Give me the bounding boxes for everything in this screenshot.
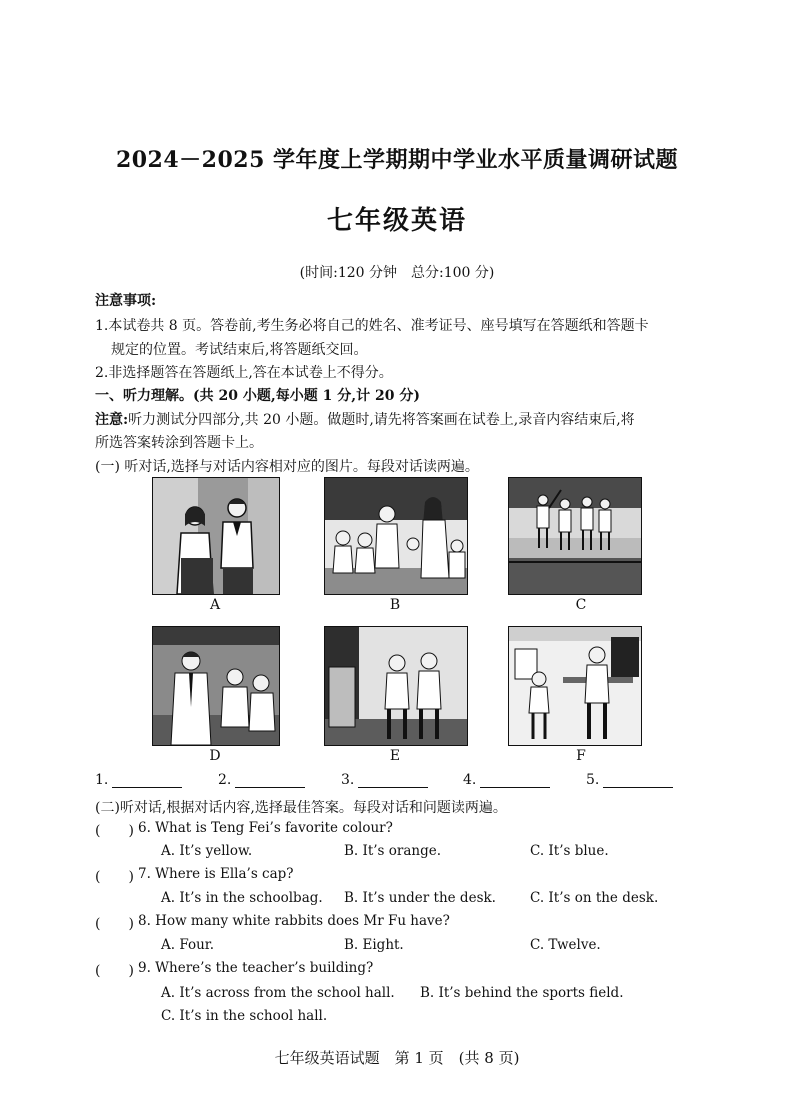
blank-line (112, 773, 182, 788)
q6-option-a: A. It’s yellow. (161, 843, 253, 859)
section-1-note-line-1 (95, 409, 635, 429)
blank-number: 1. (95, 772, 109, 788)
q8-option-a: A. Four. (161, 937, 215, 953)
picture-c (508, 477, 642, 595)
picture-c-label: C (575, 597, 587, 613)
answer-paren-8[interactable]: ( ) (95, 916, 134, 932)
part-2-heading: (二)听对话,根据对话内容,选择最佳答案。每段对话和问题读两遍。 (95, 800, 507, 816)
q6-option-c: C. It’s blue. (530, 843, 609, 859)
answer-paren-7[interactable]: ( ) (95, 869, 134, 885)
answer-paren-6[interactable]: ( ) (95, 823, 134, 839)
q7-option-a: A. It’s in the schoolbag. (161, 890, 323, 906)
note-text: 听力测试分四部分,共 20 小题。做题时,请先将答案画在试卷上,录音内容结束后,将 (128, 412, 635, 428)
question-6: 6. What is Teng Fei’s favorite colour? (138, 820, 393, 836)
time-info: (时间:120 分钟 总分:100 分) (299, 265, 495, 281)
question-8: 8. How many white rabbits does Mr Fu have? (138, 913, 450, 929)
picture-a (152, 477, 280, 595)
note-label: 注意: (95, 412, 129, 428)
exam-title: 2024－2025 学年度上学期期中学业水平质量调研试题 (115, 147, 679, 173)
picture-b (324, 477, 468, 595)
section-1-heading: 一、听力理解。(共 20 小题,每小题 1 分,计 20 分) (95, 388, 420, 404)
question-9: 9. Where’s the teacher’s building? (138, 960, 374, 976)
picture-b-label: B (389, 597, 401, 613)
picture-d-label: D (209, 748, 221, 764)
question-7: 7. Where is Ella’s cap? (138, 866, 294, 882)
page-footer: 七年级英语试题 第 1 页 (共 8 页) (274, 1049, 520, 1067)
blank-line (603, 773, 673, 788)
q9-option-a: A. It’s across from the school hall. (161, 985, 395, 1001)
answer-blank-3[interactable] (341, 772, 428, 788)
section-1-note-line-2: 所选答案转涂到答题卡上。 (95, 435, 263, 451)
answer-blank-5[interactable] (586, 772, 673, 788)
q9-option-b: B. It’s behind the sports field. (420, 985, 624, 1001)
picture-e-label: E (389, 748, 401, 764)
answer-blank-4[interactable] (463, 772, 550, 788)
picture-f-label: F (576, 748, 586, 764)
q8-option-c: C. Twelve. (530, 937, 601, 953)
notice-heading: 注意事项: (95, 293, 157, 309)
notice-item-1-line-1: 1.本试卷共 8 页。答卷前,考生务必将自己的姓名、准考证号、座号填写在答题纸和答题卡 (95, 318, 649, 334)
answer-paren-9[interactable]: ( ) (95, 963, 134, 979)
notice-item-2: 2.非选择题答在答题纸上,答在本试卷上不得分。 (95, 365, 393, 381)
blank-line (480, 773, 550, 788)
picture-f (508, 626, 642, 746)
notice-item-1-line-2: 规定的位置。考试结束后,将答题纸交回。 (111, 342, 368, 358)
blank-number: 5. (586, 772, 600, 788)
q9-option-c: C. It’s in the school hall. (161, 1008, 328, 1024)
blank-number: 2. (218, 772, 232, 788)
picture-a-label: A (209, 597, 221, 613)
q7-option-c: C. It’s on the desk. (530, 890, 659, 906)
blank-number: 4. (463, 772, 477, 788)
answer-blank-1[interactable] (95, 772, 182, 788)
blank-line (235, 773, 305, 788)
q8-option-b: B. Eight. (344, 937, 404, 953)
answer-blank-2[interactable] (218, 772, 305, 788)
exam-subtitle: 七年级英语 (326, 206, 467, 236)
blank-number: 3. (341, 772, 355, 788)
part-1-heading: (一) 听对话,选择与对话内容相对应的图片。每段对话读两遍。 (95, 459, 479, 475)
blank-line (358, 773, 428, 788)
q6-option-b: B. It’s orange. (344, 843, 442, 859)
picture-e (324, 626, 468, 746)
picture-d (152, 626, 280, 746)
q7-option-b: B. It’s under the desk. (344, 890, 496, 906)
